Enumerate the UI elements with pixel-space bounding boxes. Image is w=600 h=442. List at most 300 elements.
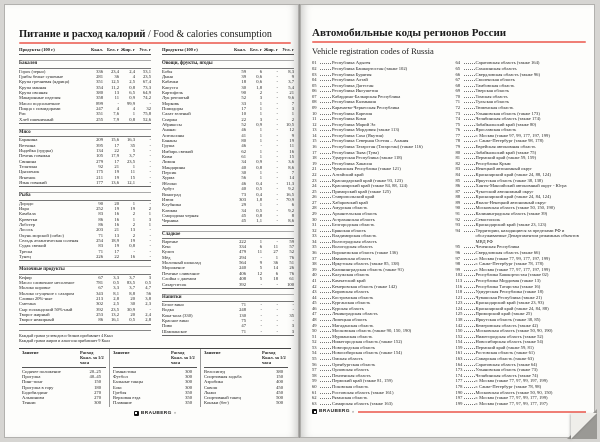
food-name: Ветчина [19, 142, 36, 148]
food-fat: 19 [130, 205, 135, 211]
food-carbs: 9 [291, 132, 294, 138]
food-kcal: 83 [98, 243, 103, 249]
food-carbs: 14 [289, 175, 294, 181]
region-name: г. Москва (также 77, 97, 99, 197, 199) [475, 378, 548, 384]
food-name: Арбуз [162, 186, 174, 192]
region-code: 79 [455, 144, 461, 150]
dotted-leader [464, 334, 475, 338]
region-code: 163 [455, 356, 463, 362]
food-fat: - [276, 148, 278, 154]
region-name: Самарская область (также 163) [332, 400, 393, 406]
food-fat: 23,5 [126, 158, 135, 164]
dotted-leader [464, 328, 475, 332]
food-fat: - [276, 175, 278, 181]
activity-name: Бодибилдинг [22, 389, 48, 395]
region-code: 09 [312, 105, 317, 111]
header-products: Продукты (100 г) [162, 47, 198, 53]
food-carbs: 76 [289, 254, 294, 260]
region-code: 161 [455, 350, 463, 356]
region-code: 03 [312, 71, 317, 77]
region-code: 190 [455, 389, 463, 395]
food-kcal: 90 [98, 200, 103, 206]
food-protein: 1 [259, 175, 262, 181]
region-name: Кабардино-Балкарская Республика [332, 93, 401, 99]
food-carbs: - [149, 142, 151, 148]
dotted-leader [464, 339, 475, 343]
dotted-leader [320, 362, 331, 366]
food-kcal: 254 [96, 237, 103, 243]
food-fat: - [276, 68, 278, 74]
dotted-leader [464, 356, 475, 360]
food-protein: 6 [259, 244, 262, 250]
food-fat: - [276, 89, 278, 95]
region-name: Мурманская область [332, 333, 373, 339]
dotted-leader [320, 150, 331, 154]
section-rows [162, 302, 294, 334]
region-name: Республика Ингушетия [332, 88, 378, 94]
region-code: 77 [455, 132, 461, 138]
right-page-footer [312, 409, 586, 414]
food-name: Имбирь свежий [162, 148, 193, 154]
food-protein: 19 [114, 243, 119, 249]
food-kcal: 408 [239, 276, 246, 282]
food-kcal: 105 [96, 153, 103, 159]
region-code: 152 [455, 333, 463, 339]
dotted-leader [464, 127, 475, 131]
food-fat: - [276, 202, 278, 208]
food-name: Кабачки [162, 79, 179, 85]
region-name: Московская область (также 50, 150, 190) [475, 205, 555, 211]
food-row [19, 180, 151, 185]
region-name: Республика Карелия [332, 110, 372, 116]
region-code: 82 [455, 160, 461, 166]
activity-kcal: 400 [276, 379, 283, 385]
header-protein: Бел. г [249, 47, 262, 53]
page-curl[interactable] [571, 413, 597, 439]
food-name: Хурма [162, 175, 175, 181]
region-name: Курская область [332, 305, 364, 311]
food-kcal: 46 [241, 127, 246, 133]
region-name: Севастополь [475, 216, 501, 222]
activity-header [204, 350, 288, 368]
dotted-leader [464, 390, 475, 394]
brand-name: BRAUBERG [319, 409, 350, 415]
food-protein: 1 [259, 170, 262, 176]
food-fat: 20 [130, 295, 135, 301]
food-carbs: - [149, 147, 151, 153]
dotted-leader [464, 116, 475, 120]
food-kcal: 479 [239, 249, 246, 255]
dotted-leader [320, 345, 331, 349]
region-name: Ненецкий автономный округ [475, 166, 533, 172]
food-name: Судак свежий [19, 243, 47, 249]
region-code: 113 [455, 277, 463, 283]
food-kcal: 46 [241, 180, 246, 186]
food-kcal: 781 [96, 279, 103, 285]
food-name: Красное вино [162, 318, 189, 324]
food-kcal: 380 [96, 89, 103, 95]
food-fat: 0,9 [129, 95, 135, 101]
food-protein: 17 [114, 158, 119, 164]
activity-header-label: Занятие [113, 350, 130, 356]
food-protein: 0,9 [256, 122, 262, 128]
activity-name: Бокс [113, 384, 123, 390]
food-carbs: - [149, 237, 151, 243]
food-carbs: 53,1 [142, 68, 151, 74]
food-carbs: 11 [289, 143, 294, 149]
food-protein: 13,2 [110, 311, 119, 317]
dotted-leader [320, 350, 331, 354]
food-carbs: - [149, 158, 151, 164]
food-protein: 1 [259, 106, 262, 111]
activity-kcal: 300 [185, 379, 192, 385]
food-name: Печень говяжья [19, 153, 50, 159]
region-name: Краснодарский край (также 23, 93) [475, 300, 544, 306]
region-name: Тверская область [475, 88, 510, 94]
food-protein: 1 [259, 202, 262, 208]
region-name: Краснодарский край (также 23, 123) [475, 222, 547, 228]
food-name: Картофель [162, 89, 183, 95]
food-name: Индейка (грудка) [19, 147, 53, 153]
food-name: Ягненок [19, 174, 36, 180]
region-entry [456, 401, 587, 407]
food-carbs: 6 [291, 202, 294, 208]
food-protein: 36 [114, 73, 119, 79]
food-name: Икра [19, 205, 29, 211]
region-code: 30 [312, 216, 317, 222]
food-carbs: 3,8 [145, 295, 151, 301]
food-section [162, 60, 294, 225]
note-line: Каждый грамм жиров и алкоголя прибавляет 9 Ккал [19, 337, 111, 343]
food-protein: 0,4 [256, 180, 262, 186]
food-kcal: 247 [96, 106, 103, 111]
activity-name: Гребля [113, 389, 127, 395]
region-name: Саратовская область (также 64) [475, 361, 538, 367]
food-carbs: 19 [289, 138, 294, 144]
food-carbs: 26 [289, 265, 294, 271]
food-kcal: 351 [96, 111, 103, 117]
food-protein: 12,5 [110, 79, 119, 85]
region-name: Пензенская область [332, 372, 371, 378]
region-code: 90 [455, 205, 461, 211]
food-protein: 19 [114, 169, 119, 175]
food-protein: 17 [114, 142, 119, 148]
region-code: 39 [312, 266, 317, 272]
food-carbs: 12 [289, 127, 294, 133]
region-name: Московская область (также 50, 90, 190) [475, 328, 553, 334]
food-protein: - [260, 302, 262, 308]
food-kcal: 302 [96, 301, 103, 307]
food-kcal: 213 [96, 295, 103, 301]
activity-name: Велосипед [204, 368, 226, 374]
food-name: Мёд [162, 254, 171, 260]
food-protein: 15,6 [110, 137, 119, 143]
food-kcal: 86 [98, 216, 103, 222]
dotted-leader [464, 105, 475, 109]
region-code: 56 [312, 361, 317, 367]
food-name: Сметана [19, 301, 36, 307]
food-name: Лук репчатый [162, 95, 190, 101]
region-name: г. Санкт-Петербург (также 78, 98) [475, 383, 542, 389]
food-fat: 4 [132, 73, 135, 79]
section-title: Мясо [19, 129, 151, 137]
region-name: Карачаево-Черкесская Республика [332, 105, 400, 111]
food-protein: 22 [114, 253, 119, 259]
region-code: 91 [455, 211, 461, 216]
region-code: 34 [312, 238, 317, 244]
food-fat: 2 [132, 211, 135, 217]
food-protein: - [260, 281, 262, 287]
registered-mark: ® [351, 409, 355, 414]
region-code: 154 [455, 339, 463, 345]
food-kcal: 56 [241, 175, 246, 181]
region-code: 102 [455, 272, 463, 278]
food-carbs: - [292, 318, 294, 324]
activity-kcal: 270 [94, 395, 101, 401]
dotted-leader [320, 172, 331, 176]
dotted-leader [320, 189, 331, 193]
region-code: 67 [455, 77, 461, 83]
region-name: Ленинградская область [332, 311, 378, 317]
food-protein: 19 [114, 205, 119, 211]
food-protein: 19 [114, 174, 119, 180]
activity-name: Сидячее положение [22, 368, 61, 374]
food-fat: - [276, 318, 278, 324]
food-name: Ананас [162, 127, 177, 133]
activity-header-kcal: Расход Ккал. за 1/2 часа [80, 350, 104, 366]
dotted-leader [464, 205, 475, 209]
food-kcal: 226 [96, 253, 103, 259]
region-code: 01 [312, 60, 317, 66]
activity-name: Бальные танцы [113, 379, 143, 385]
food-carbs: 3,7 [288, 79, 294, 85]
dotted-leader [320, 183, 331, 187]
header-carbs: Угл. г [282, 47, 294, 53]
food-protein: 1 [259, 100, 262, 106]
activity-header-label: Занятие [204, 350, 221, 356]
dotted-leader [320, 323, 331, 327]
dotted-leader [320, 122, 331, 126]
food-protein: 0,5 [113, 279, 119, 285]
dotted-leader [464, 289, 475, 293]
food-name: Сливки 20%-ные [19, 295, 53, 301]
region-name: Новосибирская область (также 154) [332, 350, 402, 356]
food-fat: - [276, 84, 278, 90]
header-kcal: Ккал. [234, 47, 246, 53]
food-protein: 22 [114, 147, 119, 153]
region-code: 10 [312, 110, 317, 116]
food-carbs: 76 [289, 270, 294, 276]
food-kcal: 73 [241, 191, 246, 197]
region-code: 53 [312, 344, 317, 350]
food-protein: 1,8 [256, 196, 262, 202]
activity-header-label: Занятие [22, 350, 39, 356]
region-name: Красноярский край (также 24, 84, 88) [475, 305, 549, 311]
region-code: 31 [312, 222, 317, 228]
activity-column-3 [201, 349, 291, 407]
dotted-leader [320, 267, 331, 271]
activity-name: Лыжи [204, 389, 216, 395]
dotted-leader [464, 278, 475, 282]
brand-logo [134, 411, 176, 416]
food-fat: 11 [273, 244, 278, 250]
dotted-leader [320, 278, 331, 282]
food-protein: 16 [114, 211, 119, 217]
food-fat: 1 [275, 254, 278, 260]
dotted-leader [320, 155, 331, 159]
region-name: Республика Тыва (Тува) [332, 149, 379, 155]
activity-name: Теннис [22, 400, 37, 406]
food-fat: 2 [132, 221, 135, 227]
food-protein: 3 [259, 95, 262, 101]
dotted-leader [320, 395, 331, 399]
section-rows [162, 239, 294, 287]
food-fat: 35 [130, 142, 135, 148]
food-kcal: 29 [241, 202, 246, 208]
food-protein: 12 [257, 270, 262, 276]
dotted-leader [464, 367, 475, 371]
dotted-leader [320, 378, 331, 382]
brand-logo [312, 409, 354, 414]
food-name: Творог жирный [19, 311, 50, 317]
food-kcal: 92 [98, 163, 103, 169]
region-name: Рязанская область [332, 395, 368, 401]
food-name: Киви [162, 154, 173, 160]
food-kcal: 303 [239, 196, 246, 202]
food-fat: - [276, 111, 278, 117]
food-kcal: 45 [241, 218, 246, 224]
food-row [19, 117, 151, 122]
dotted-leader [464, 256, 475, 260]
section-title: Молочные продукты [19, 266, 151, 274]
food-name: Масло подсолнечное [19, 100, 60, 106]
dotted-leader [320, 194, 331, 198]
food-name: Креветки [19, 216, 38, 222]
dotted-leader [464, 395, 475, 399]
region-name: Чеченская Республика [475, 244, 520, 250]
food-name: Телятина [19, 163, 38, 169]
region-code: 98 [455, 261, 461, 267]
region-code: 52 [312, 339, 317, 345]
food-protein: 1 [259, 148, 262, 154]
food-section [19, 192, 151, 261]
activity-kcal: 500 [276, 395, 283, 401]
dotted-leader [464, 228, 475, 232]
food-carbs: 2,3 [145, 301, 151, 307]
region-code: 05 [312, 82, 317, 88]
food-fat: - [276, 323, 278, 329]
dotted-leader [320, 373, 331, 377]
food-carbs: 23,5 [142, 73, 151, 79]
food-kcal: 248 [239, 307, 246, 313]
dotted-leader [320, 178, 331, 182]
region-name: Пермский край (также 59, 81) [475, 344, 534, 350]
food-protein: 23,4 [110, 68, 119, 74]
food-name: Творог нежирный [19, 317, 55, 323]
activity-name: Гимнастика [113, 368, 137, 374]
calorie-notes [19, 330, 151, 343]
food-fat: 14 [273, 265, 278, 271]
region-code: 25 [312, 188, 317, 194]
food-kcal: 406 [239, 270, 246, 276]
food-kcal: 252 [96, 205, 103, 211]
food-kcal: 294 [239, 254, 246, 260]
dotted-leader [464, 133, 475, 137]
region-code: 164 [455, 361, 463, 367]
region-name: Республика Саха (Якутия) [332, 132, 384, 138]
region-code: 197 [455, 395, 463, 401]
food-carbs: 7 [291, 100, 294, 106]
dotted-leader [464, 378, 475, 382]
region-name: Калужская область [332, 272, 370, 278]
activity-kcal: 270 [94, 389, 101, 395]
food-kcal: 279 [96, 158, 103, 164]
region-name: г. Москва (также 77, 97, 177, 197, 199) [475, 266, 550, 272]
food-fat: 4 [132, 106, 135, 111]
activity-header [22, 350, 106, 368]
food-fat: 18 [273, 276, 278, 282]
dotted-leader [464, 83, 475, 87]
dotted-leader [464, 161, 475, 165]
food-fat: - [276, 312, 278, 318]
region-name: Сахалинская область [475, 65, 517, 71]
region-code: 199 [455, 400, 463, 406]
region-code: 58 [312, 372, 317, 378]
food-carbs: 8,3 [288, 68, 294, 74]
header-fat: Жир. г [263, 47, 278, 53]
region-name: Забайкальский край (также 75) [475, 149, 537, 155]
region-code: 21 [312, 166, 317, 172]
region-name: Удмуртская Республика (также 118) [332, 155, 403, 161]
food-fat: 13 [130, 227, 135, 233]
food-protein: - [260, 318, 262, 324]
food-carbs: 1 [291, 111, 294, 117]
region-code: 41 [312, 277, 317, 283]
activity-name: Плавание [113, 400, 132, 406]
header-fat: Жир. г [120, 47, 135, 53]
food-name: Мандарины [162, 164, 186, 170]
dotted-leader [320, 222, 331, 226]
food-name: Водка [162, 307, 174, 313]
region-code: 80 [455, 149, 461, 155]
food-fat: - [276, 180, 278, 186]
food-fat: 6 [275, 270, 278, 276]
food-fat: 2,4 [129, 68, 135, 74]
food-kcal: 564 [239, 260, 246, 266]
region-code: 75 [455, 121, 461, 127]
activity-kcal: 180 [94, 384, 101, 390]
food-protein: - [260, 323, 262, 329]
food-column-2 [162, 47, 294, 343]
dotted-leader [464, 217, 475, 221]
food-name: Белое вино [162, 302, 184, 308]
region-name: Костромская область [332, 294, 374, 300]
food-name: Персик [162, 170, 177, 176]
food-kcal: 222 [239, 238, 246, 244]
activity-row [22, 400, 106, 405]
food-carbs: 5,4 [288, 84, 294, 90]
region-name: Республика Башкортостан (также 102) [332, 65, 408, 71]
region-name: Забайкальский край (также 80) [475, 121, 537, 127]
food-name: Сахар-песок [162, 281, 187, 287]
region-name: Липецкая область [332, 316, 367, 322]
dotted-leader [320, 306, 331, 310]
food-fat: - [276, 218, 278, 224]
region-code: 17 [312, 149, 317, 155]
food-name: Язык говяжий [19, 179, 47, 185]
left-page-footer [19, 411, 291, 416]
food-kcal: 39 [241, 73, 246, 79]
